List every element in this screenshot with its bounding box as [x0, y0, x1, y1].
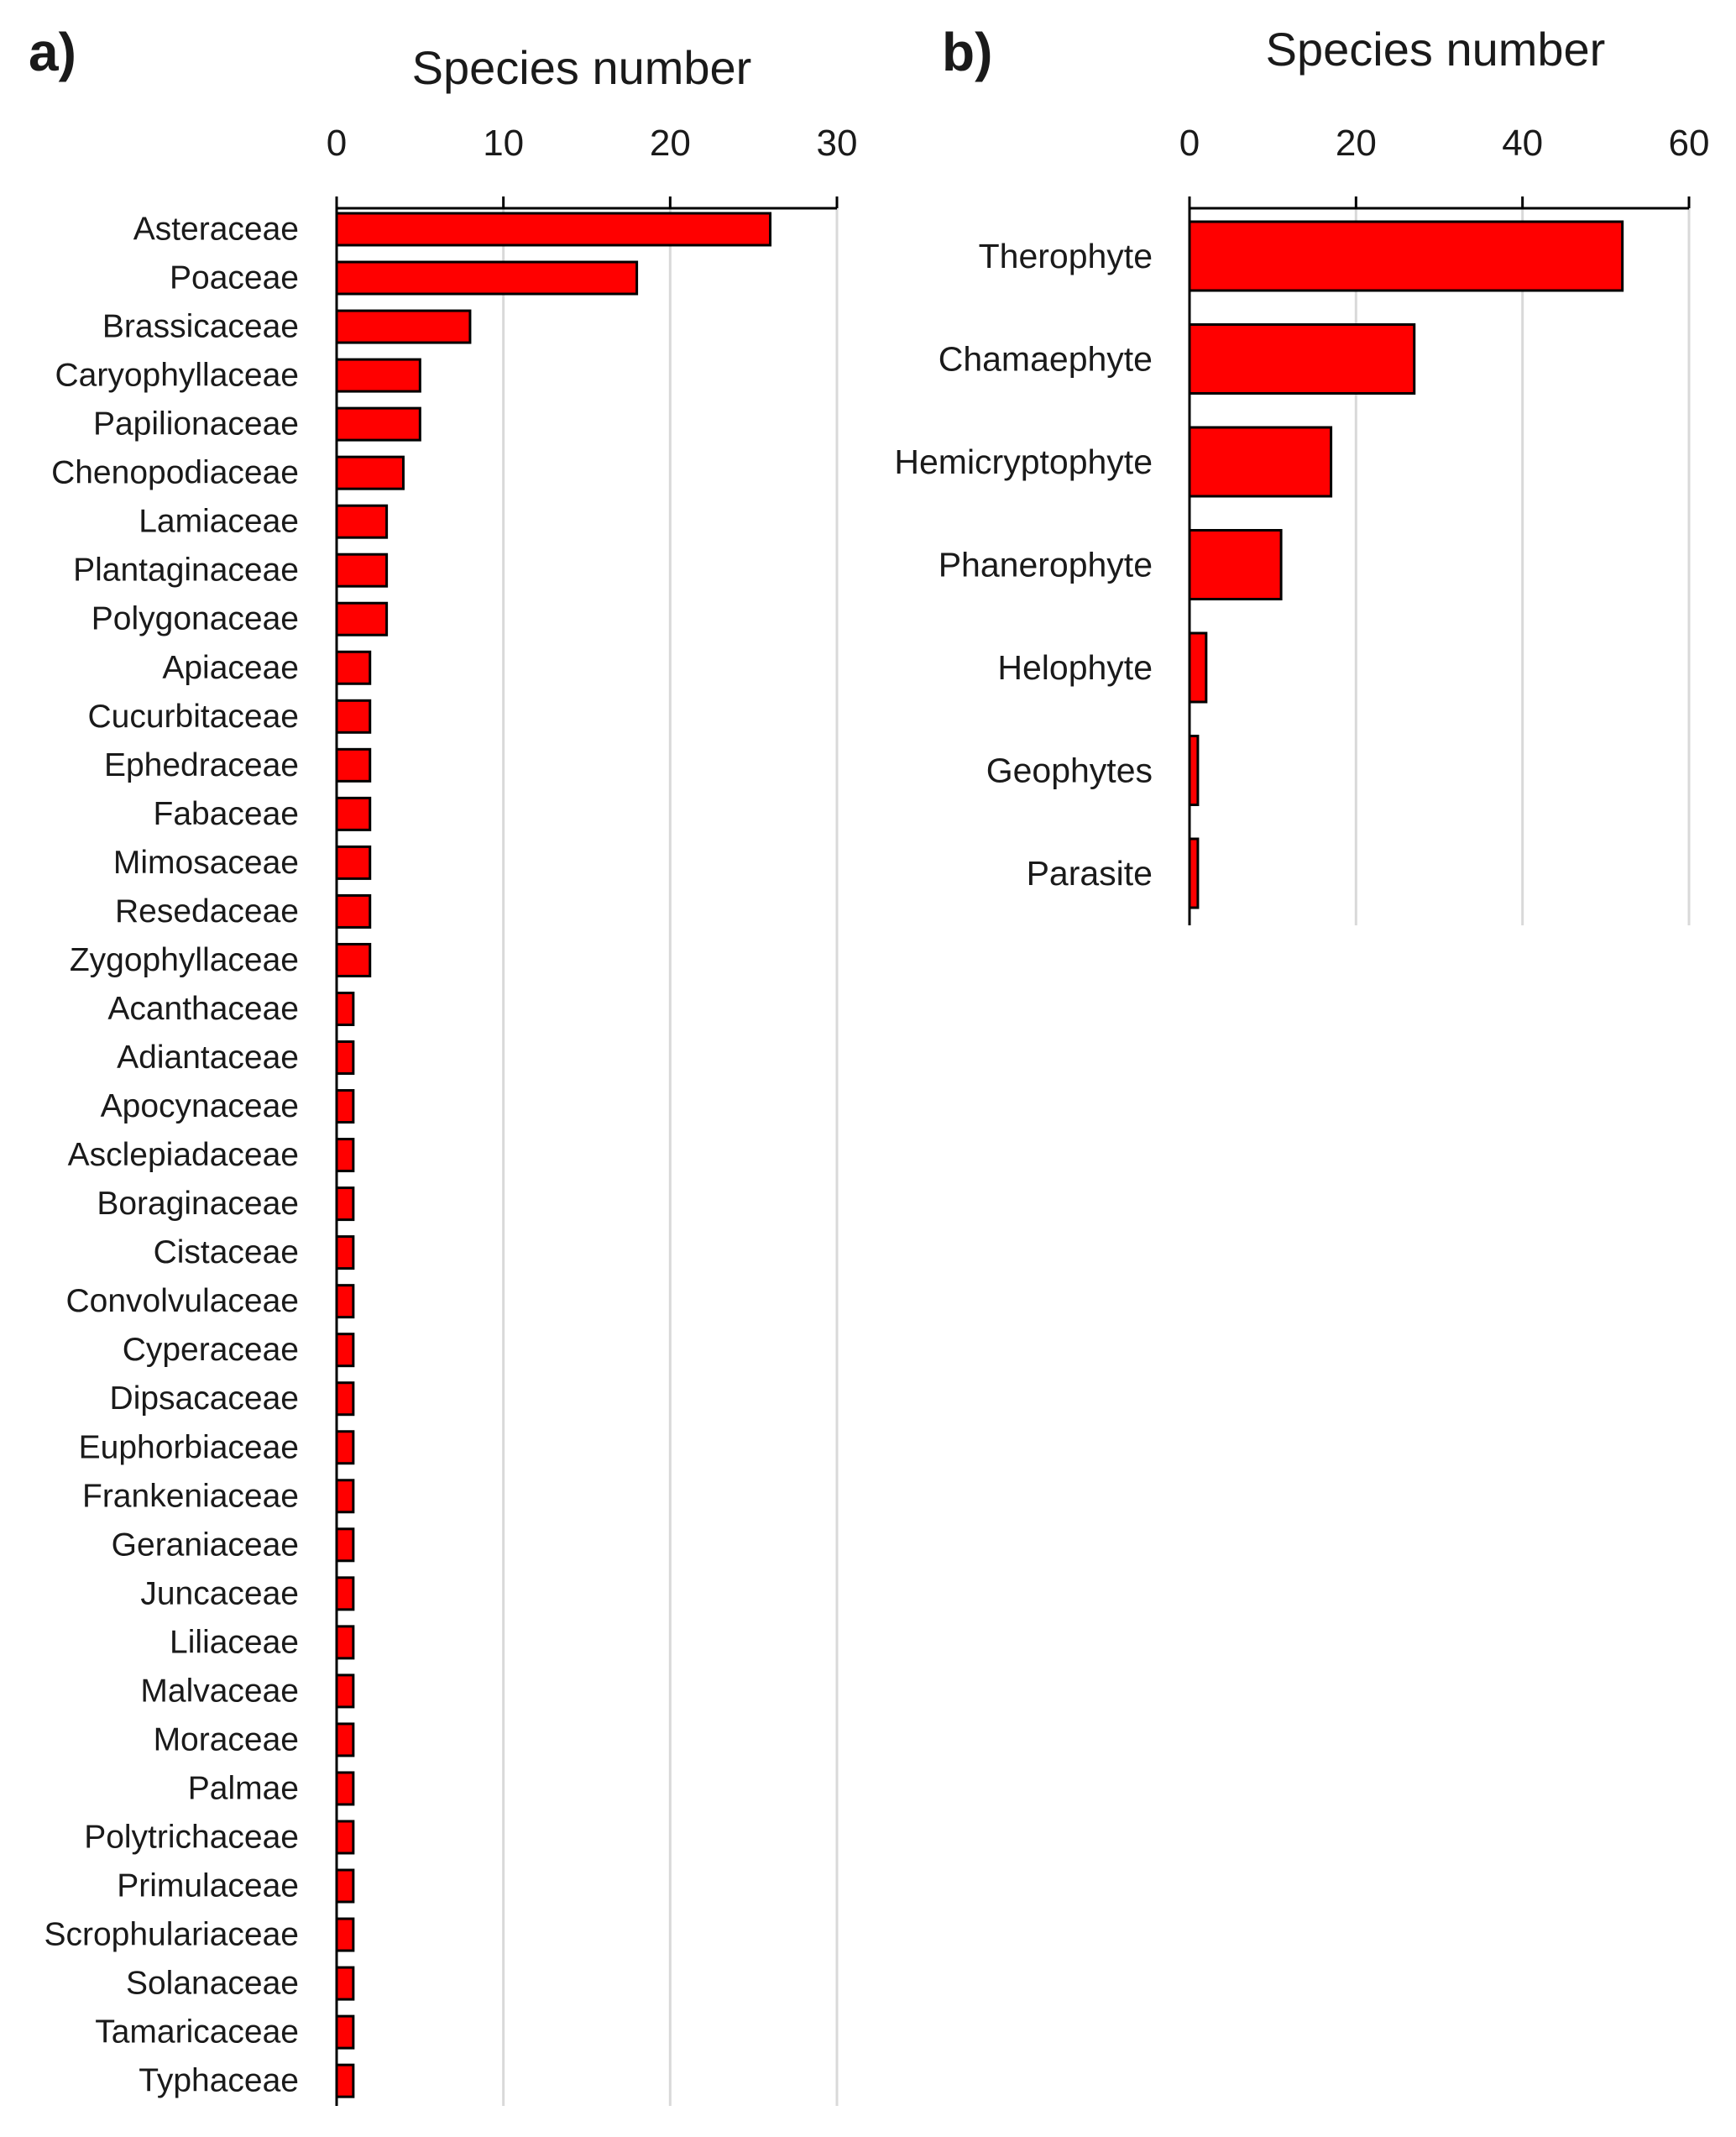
- panel-a-bar-dipsacaceae: [337, 1383, 353, 1415]
- panel-a-category-label-juncaceae: Juncaceae: [140, 1575, 299, 1612]
- panel-a-category-label-cyperaceae: Cyperaceae: [122, 1332, 299, 1369]
- panel-b-gridlines: [1356, 208, 1689, 925]
- panel-b-category-label-parasite: Parasite: [1026, 854, 1153, 893]
- panel-a-bar-chart: [29, 22, 857, 2106]
- panel-a-bar-moraceae: [337, 1724, 353, 1756]
- panel-b-category-label-geophytes: Geophytes: [986, 751, 1153, 790]
- panel-a-bar-euphorbiaceae: [337, 1432, 353, 1464]
- panel-a-gridlines: [504, 208, 837, 2106]
- panel-a-bar-scrophulariaceae: [337, 1919, 353, 1951]
- panel-a-category-label-resedaceae: Resedaceae: [115, 893, 299, 930]
- panel-a-bar-lamiaceae: [337, 505, 387, 537]
- panel-a-bar-ephedraceae: [337, 749, 370, 781]
- panel-b-x-axis-title: Species number: [1265, 23, 1606, 76]
- panel-a-bar-resedaceae: [337, 895, 370, 927]
- panel-a-bar-solanaceae: [337, 1967, 353, 1999]
- panel-a-bar-juncaceae: [337, 1578, 353, 1610]
- panel-b-category-label-phanerophyte: Phanerophyte: [938, 545, 1153, 584]
- panel-a-category-label-polytrichaceae: Polytrichaceae: [84, 1819, 299, 1856]
- panel-a-category-label-cistaceae: Cistaceae: [153, 1234, 299, 1271]
- panel-a-bar-brassicaceae: [337, 311, 470, 343]
- panel-b-tick-labels: [1179, 123, 1710, 164]
- panel-a-category-label-fabaceae: Fabaceae: [153, 795, 299, 832]
- panel-a-bar-cistaceae: [337, 1237, 353, 1269]
- panel-a-category-label-malvaceae: Malvaceae: [140, 1673, 299, 1710]
- panel-a-category-label-primulaceae: Primulaceae: [117, 1867, 299, 1904]
- panel-b-bars: [1190, 222, 1623, 908]
- panel-a-bar-acanthaceae: [337, 993, 353, 1024]
- panel-a-category-label-asclepiadaceae: Asclepiadaceae: [67, 1137, 299, 1174]
- panel-a-category-label-mimosaceae: Mimosaceae: [112, 844, 299, 881]
- panel-a-category-label-liliaceae: Liliaceae: [170, 1624, 299, 1661]
- panel-a-category-label-dipsacaceae: Dipsacaceae: [109, 1380, 299, 1417]
- panel-a-tick-label-10: 10: [483, 123, 525, 164]
- panel-a-bars: [337, 213, 771, 2097]
- panel-a-category-label-papilionaceae: Papilionaceae: [92, 406, 299, 443]
- panel-a-category-label-adiantaceae: Adiantaceae: [117, 1040, 299, 1076]
- panel-a-bar-poaceae: [337, 262, 637, 294]
- panel-a-category-label-moraceae: Moraceae: [153, 1721, 299, 1758]
- panel-a-tick-labels: [327, 123, 858, 164]
- panel-a-category-label-geraniaceae: Geraniaceae: [111, 1527, 299, 1563]
- panel-a-category-label-caryophyllaceae: Caryophyllaceae: [55, 357, 299, 394]
- panel-a-category-label-asteraceae: Asteraceae: [133, 211, 299, 248]
- panel-b-bar-chamaephyte: [1190, 325, 1414, 394]
- panel-a-bar-polygonaceae: [337, 603, 387, 635]
- panel-a-category-label-zygophyllaceae: Zygophyllaceae: [69, 941, 299, 978]
- panel-a-bar-adiantaceae: [337, 1042, 353, 1074]
- panel-b-bar-hemicryptophyte: [1190, 427, 1331, 496]
- panel-a-bar-primulaceae: [337, 1870, 353, 1902]
- panel-a-bar-malvaceae: [337, 1675, 353, 1707]
- panel-a-category-label-tamaricaceae: Tamaricaceae: [95, 2014, 299, 2051]
- panel-a-bar-fabaceae: [337, 798, 370, 830]
- panel-b-category-labels: [894, 237, 1153, 893]
- panel-a-category-label-boraginaceae: Boraginaceae: [97, 1186, 299, 1223]
- panel-a-category-label-polygonaceae: Polygonaceae: [91, 600, 299, 637]
- panel-a-tick-label-0: 0: [326, 123, 348, 164]
- panel-a-category-label-brassicaceae: Brassicaceae: [102, 308, 299, 345]
- panel-b-tick-label-20: 20: [1335, 123, 1377, 164]
- panel-a-x-axis-title: Species number: [411, 41, 752, 94]
- panel-a-category-label-palmae: Palmae: [187, 1770, 299, 1807]
- panel-b-bar-helophyte: [1190, 633, 1206, 702]
- panel-a-bar-geraniaceae: [337, 1529, 353, 1561]
- panel-a-category-label-apocynaceae: Apocynaceae: [100, 1088, 299, 1125]
- panel-a-bar-frankeniaceae: [337, 1480, 353, 1512]
- panel-a-bar-liliaceae: [337, 1626, 353, 1658]
- panel-a-category-label-lamiaceae: Lamiaceae: [139, 503, 299, 540]
- panel-a-bar-cucurbitaceae: [337, 700, 370, 732]
- panel-b-tick-label-40: 40: [1502, 123, 1544, 164]
- panel-b-bar-chart: [894, 22, 1709, 925]
- panel-a-bar-tamaricaceae: [337, 2016, 353, 2048]
- panel-a-letter: a): [29, 22, 76, 82]
- panel-a-category-labels: [44, 212, 299, 2099]
- panel-a-category-label-chenopodiaceae: Chenopodiaceae: [51, 454, 299, 491]
- panel-b-category-label-therophyte: Therophyte: [978, 237, 1153, 275]
- panel-b-letter: b): [942, 22, 993, 82]
- panel-a-bar-boraginaceae: [337, 1188, 353, 1220]
- panel-a-category-label-euphorbiaceae: Euphorbiaceae: [78, 1429, 299, 1466]
- panel-a-bar-convolvulaceae: [337, 1286, 353, 1317]
- panel-b-tick-label-60: 60: [1668, 123, 1710, 164]
- panel-b-category-label-helophyte: Helophyte: [997, 648, 1153, 687]
- panel-a-bar-cyperaceae: [337, 1334, 353, 1366]
- panel-a-category-label-plantaginaceae: Plantaginaceae: [73, 552, 299, 589]
- panel-a-bar-mimosaceae: [337, 846, 370, 878]
- panel-a-category-label-poaceae: Poaceae: [170, 259, 299, 296]
- panel-b-category-label-chamaephyte: Chamaephyte: [938, 339, 1153, 379]
- panel-a-tick-label-20: 20: [649, 123, 691, 164]
- panel-a-bar-asclepiadaceae: [337, 1139, 353, 1171]
- panel-a-bar-chenopodiaceae: [337, 457, 403, 489]
- panel-a-bar-zygophyllaceae: [337, 944, 370, 976]
- panel-a-bar-polytrichaceae: [337, 1821, 353, 1853]
- panel-a-bar-apocynaceae: [337, 1091, 353, 1123]
- panel-a-bar-plantaginaceae: [337, 554, 387, 586]
- panel-a-category-label-typhaceae: Typhaceae: [139, 2062, 299, 2099]
- panel-a-category-label-cucurbitaceae: Cucurbitaceae: [87, 698, 299, 735]
- panel-a-tick-label-30: 30: [816, 123, 858, 164]
- panel-a-bar-papilionaceae: [337, 408, 420, 440]
- panel-a-bar-typhaceae: [337, 2065, 353, 2097]
- panel-b-bar-phanerophyte: [1190, 531, 1281, 600]
- panel-a-bar-apiaceae: [337, 652, 370, 684]
- panel-a-category-label-frankeniaceae: Frankeniaceae: [82, 1478, 299, 1515]
- panel-a-category-label-apiaceae: Apiaceae: [162, 649, 299, 686]
- panel-a-category-label-solanaceae: Solanaceae: [125, 1965, 299, 2002]
- panel-b-tick-label-0: 0: [1179, 123, 1200, 164]
- panel-a-bar-asteraceae: [337, 213, 771, 245]
- panel-a-bar-caryophyllaceae: [337, 359, 420, 391]
- panel-b-bar-therophyte: [1190, 222, 1623, 291]
- panel-a-category-label-ephedraceae: Ephedraceae: [103, 746, 299, 783]
- panel-a-category-label-convolvulaceae: Convolvulaceae: [65, 1283, 299, 1320]
- panel-b-category-label-hemicryptophyte: Hemicryptophyte: [894, 443, 1153, 481]
- panel-a-axes: [337, 196, 837, 2106]
- panel-a-category-label-acanthaceae: Acanthaceae: [107, 990, 299, 1027]
- panel-a-bar-palmae: [337, 1773, 353, 1804]
- panel-a-category-label-scrophulariaceae: Scrophulariaceae: [44, 1916, 299, 1953]
